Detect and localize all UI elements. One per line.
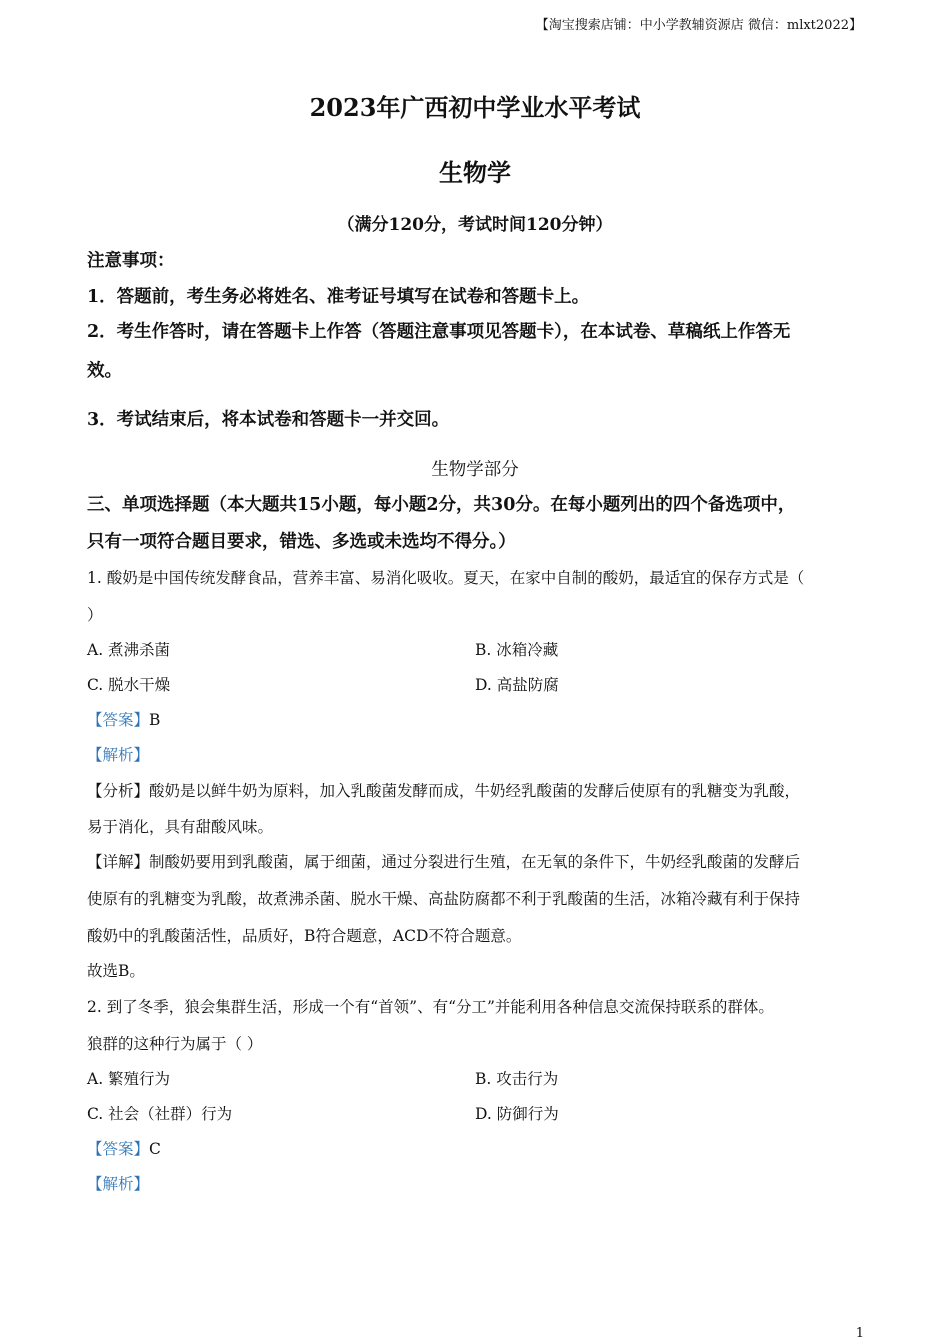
q1-option-c: C. 脱水干燥 bbox=[87, 676, 171, 694]
notice-item-3: 3．考试结束后，将本试卷和答题卡一并交回。 bbox=[87, 410, 450, 430]
q2-option-a: A. 繁殖行为 bbox=[87, 1070, 171, 1088]
q1-xiangjie-tag: 【详解】 bbox=[87, 853, 150, 871]
q2-option-d: D. 防御行为 bbox=[475, 1105, 559, 1123]
q1-stem-line-1: 1. 酸奶是中国传统发酵食品，营养丰富、易消化吸收。夏天，在家中自制的酸奶，最适宜的保存方式是（ bbox=[87, 569, 805, 587]
q1-answer-value: B bbox=[149, 711, 161, 729]
score-info: （满分120分，考试时间120分钟） bbox=[337, 215, 613, 235]
exam-title: 2023年广西初中学业水平考试 bbox=[309, 93, 641, 122]
q1-fenxi-tag: 【分析】 bbox=[87, 782, 150, 800]
subject-title: 生物学 bbox=[439, 158, 511, 187]
notice-heading: 注意事项： bbox=[87, 251, 175, 271]
q2-answer-tag: 【答案】 bbox=[87, 1140, 150, 1158]
q1-fenxi-line-2: 易于消化，具有甜酸风味。 bbox=[87, 818, 274, 836]
section-title: 生物学部分 bbox=[431, 460, 519, 480]
q1-option-a: A. 煮沸杀菌 bbox=[87, 641, 171, 659]
q2-answer-value: C bbox=[149, 1140, 161, 1158]
q1-answer bbox=[87, 708, 160, 730]
q2-analysis-tag: 【解析】 bbox=[87, 1175, 150, 1193]
q1-fenxi-line-1 bbox=[87, 779, 800, 801]
q2-stem-line-1: 2. 到了冬季，狼会集群生活，形成一个有“首领”、有“分工”并能利用各种信息交流保持联系的群体。 bbox=[87, 998, 774, 1016]
q1-xiangjie-line-2: 使原有的乳糖变为乳酸，故煮沸杀菌、脱水干燥、高盐防腐都不利于乳酸菌的生活，冰箱冷藏有利于保持 bbox=[87, 890, 801, 908]
notice-item-2-line-1: 2．考生作答时，请在答题卡上作答（答题注意事项见答题卡），在本试卷、草稿纸上作答无 bbox=[87, 322, 791, 342]
q2-answer bbox=[87, 1137, 161, 1159]
q1-stem-line-2: ） bbox=[87, 606, 103, 624]
q1-fenxi-text: 酸奶是以鲜牛奶为原料，加入乳酸菌发酵而成，牛奶经乳酸菌的发酵后使原有的乳糖变为乳酸， bbox=[149, 782, 801, 800]
part-instructions-line-1: 三、单项选择题（本大题共15小题，每小题2分，共30分。在每小题列出的四个备选项中， bbox=[87, 495, 796, 515]
q1-xiangjie-line-3: 酸奶中的乳酸菌活性，品质好，B符合题意，ACD不符合题意。 bbox=[87, 927, 522, 945]
q2-option-c: C. 社会（社群）行为 bbox=[87, 1105, 233, 1123]
q1-conclusion: 故选B。 bbox=[87, 962, 145, 980]
q1-analysis-tag: 【解析】 bbox=[87, 746, 150, 764]
notice-item-2-line-2: 效。 bbox=[87, 361, 122, 381]
q1-option-d: D. 高盐防腐 bbox=[475, 676, 559, 694]
q1-answer-tag: 【答案】 bbox=[87, 711, 150, 729]
part-instructions-line-2: 只有一项符合题目要求，错选、多选或未选均不得分。） bbox=[87, 532, 516, 552]
page-header: 【淘宝搜索店铺：中小学教辅资源店 微信：mlxt2022】 bbox=[535, 18, 862, 33]
q1-xiangjie-text: 制酸奶要用到乳酸菌，属于细菌，通过分裂进行生殖，在无氧的条件下，牛奶经乳酸菌的发酵后 bbox=[149, 853, 801, 871]
page-number: 1 bbox=[855, 1326, 864, 1341]
q1-option-b: B. 冰箱冷藏 bbox=[475, 641, 559, 659]
q1-xiangjie-line-1 bbox=[87, 850, 800, 872]
notice-item-1: 1．答题前，考生务必将姓名、准考证号填写在试卷和答题卡上。 bbox=[87, 287, 590, 307]
q2-stem-line-2: 狼群的这种行为属于（ ） bbox=[87, 1035, 263, 1053]
q2-option-b: B. 攻击行为 bbox=[475, 1070, 559, 1088]
